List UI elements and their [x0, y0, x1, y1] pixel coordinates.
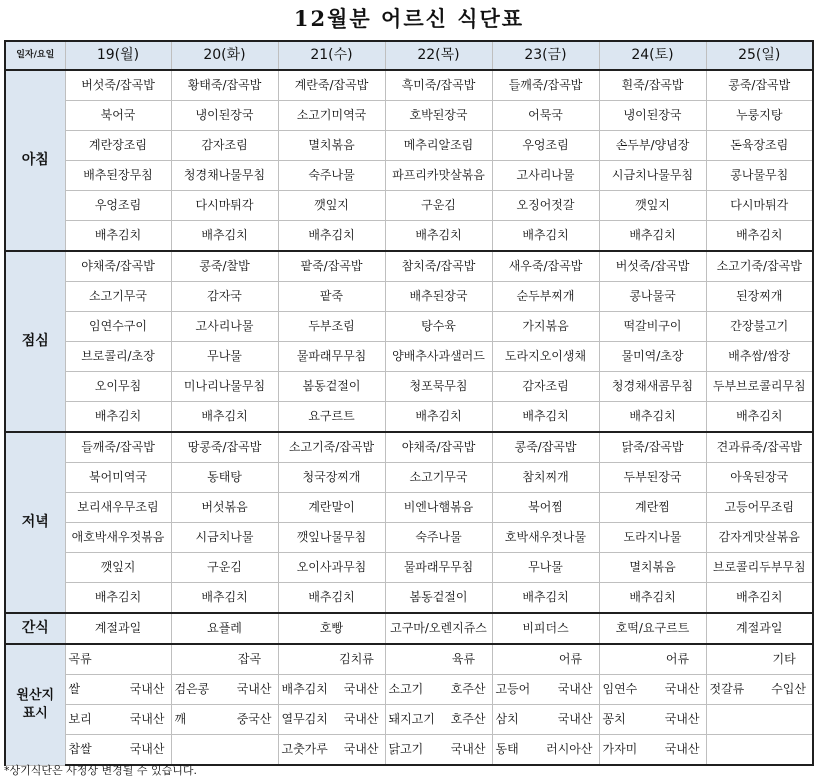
origin-cell [65, 705, 171, 735]
origin-category-right: 잡곡 [237, 652, 262, 666]
meal-row [5, 342, 813, 372]
menu-cell: 버섯죽/잡곡밥 [65, 70, 171, 101]
snack-cell: 호떡/요구르트 [599, 613, 706, 644]
origin-country: 국내산 [450, 742, 486, 756]
menu-cell: 무나물 [171, 342, 278, 372]
menu-cell: 고사리나물 [171, 312, 278, 342]
menu-cell: 배추김치 [599, 583, 706, 614]
menu-cell: 간장불고기 [706, 312, 813, 342]
menu-cell: 구운김 [385, 191, 492, 221]
menu-cell: 북어찜 [492, 493, 599, 523]
menu-cell: 냉이된장국 [599, 101, 706, 131]
menu-cell: 우엉조림 [65, 191, 171, 221]
menu-cell: 들깨죽/잡곡밥 [492, 70, 599, 101]
menu-cell: 두부조림 [278, 312, 385, 342]
meal-label: 점심 [5, 251, 65, 432]
origin-cell [278, 735, 385, 766]
menu-cell: 야채죽/잡곡밥 [65, 251, 171, 282]
menu-cell: 브로콜리/초장 [65, 342, 171, 372]
menu-cell: 브로콜리두부무침 [706, 553, 813, 583]
snack-cell: 호빵 [278, 613, 385, 644]
menu-cell: 요구르트 [278, 402, 385, 433]
menu-cell: 우엉조림 [492, 131, 599, 161]
menu-cell: 참치찌개 [492, 463, 599, 493]
origin-category-right: 기타 [772, 652, 796, 666]
meal-row [5, 221, 813, 252]
menu-cell: 아욱된장국 [706, 463, 813, 493]
origin-ingredient: 찹쌀 [68, 742, 92, 756]
menu-cell: 들깨죽/잡곡밥 [65, 432, 171, 463]
origin-row [5, 705, 813, 735]
menu-cell: 메추리알조림 [385, 131, 492, 161]
meal-row [5, 583, 813, 614]
menu-cell: 배추김치 [706, 402, 813, 433]
meal-row [5, 101, 813, 131]
origin-cell [706, 675, 813, 705]
corner-label: 일자/요일 [5, 41, 65, 70]
menu-cell: 다시마튀각 [706, 191, 813, 221]
origin-country: 국내산 [557, 682, 593, 696]
origin-cell [278, 675, 385, 705]
snack-cell: 고구마/오렌지쥬스 [385, 613, 492, 644]
origin-ingredient: 깨 [174, 712, 187, 726]
origin-ingredient: 닭고기 [388, 742, 424, 756]
origin-cell [65, 735, 171, 766]
menu-cell: 보리새우무조림 [65, 493, 171, 523]
menu-cell: 배추김치 [492, 221, 599, 252]
menu-cell: 감자조림 [492, 372, 599, 402]
meal-label: 아침 [5, 70, 65, 251]
menu-cell: 계란찜 [599, 493, 706, 523]
menu-cell: 배추김치 [171, 402, 278, 433]
origin-country: 국내산 [129, 742, 165, 756]
origin-country: 국내산 [557, 712, 593, 726]
snack-row [5, 613, 813, 644]
meal-row [5, 312, 813, 342]
menu-cell: 청포묵무침 [385, 372, 492, 402]
origin-cell [385, 675, 492, 705]
origin-cell [65, 675, 171, 705]
origin-ingredient: 삼치 [495, 712, 519, 726]
menu-cell: 멸치볶음 [278, 131, 385, 161]
menu-cell: 버섯죽/잡곡밥 [599, 251, 706, 282]
origin-category-left [496, 645, 546, 674]
menu-cell: 배추김치 [385, 221, 492, 252]
menu-cell: 다시마튀각 [171, 191, 278, 221]
origin-category-left [389, 645, 439, 674]
menu-cell: 소고기죽/잡곡밥 [278, 432, 385, 463]
origin-cell [385, 705, 492, 735]
origin-category-cell [65, 644, 171, 675]
menu-cell: 흑미죽/잡곡밥 [385, 70, 492, 101]
menu-cell: 버섯볶음 [171, 493, 278, 523]
origin-category-cell [599, 644, 706, 675]
menu-cell: 물파래무무침 [278, 342, 385, 372]
origin-ingredient: 검은콩 [174, 682, 210, 696]
footnote: *상기식단은 사정상 변경될 수 있습니다. [4, 764, 197, 777]
origin-ingredient: 배추김치 [281, 682, 328, 696]
menu-cell: 청국장찌개 [278, 463, 385, 493]
origin-row [5, 735, 813, 766]
menu-cell: 배추된장국 [385, 282, 492, 312]
origin-ingredient: 쌀 [68, 682, 81, 696]
menu-cell: 숙주나물 [278, 161, 385, 191]
menu-cell: 호박된장국 [385, 101, 492, 131]
header-row [5, 41, 813, 70]
menu-cell: 견과류죽/잡곡밥 [706, 432, 813, 463]
day-header: 24(토) [599, 41, 706, 70]
day-header: 23(금) [492, 41, 599, 70]
origin-country: 호주산 [450, 712, 486, 726]
origin-cell [492, 705, 599, 735]
menu-cell: 배추김치 [65, 402, 171, 433]
menu-cell: 콩죽/찰밥 [171, 251, 278, 282]
origin-cell [385, 735, 492, 766]
menu-cell: 돈육장조림 [706, 131, 813, 161]
snack-cell: 계절과일 [706, 613, 813, 644]
menu-cell: 깻잎지 [599, 191, 706, 221]
menu-cell: 어묵국 [492, 101, 599, 131]
menu-cell: 오징어젓갈 [492, 191, 599, 221]
meal-row [5, 523, 813, 553]
origin-ingredient: 보리 [68, 712, 92, 726]
menu-cell: 고등어무조림 [706, 493, 813, 523]
origin-category-cell [171, 644, 278, 675]
meal-row [5, 131, 813, 161]
page-title: 12월분 어르신 식단표 [293, 6, 525, 31]
menu-cell: 임연수구이 [65, 312, 171, 342]
origin-row [5, 675, 813, 705]
menu-cell: 깻잎지 [278, 191, 385, 221]
menu-cell: 참치죽/잡곡밥 [385, 251, 492, 282]
menu-cell: 소고기죽/잡곡밥 [706, 251, 813, 282]
meal-row [5, 161, 813, 191]
menu-cell: 고사리나물 [492, 161, 599, 191]
origin-cell [599, 675, 706, 705]
menu-cell: 북어미역국 [65, 463, 171, 493]
origin-cell [171, 675, 278, 705]
menu-cell: 팥죽/잡곡밥 [278, 251, 385, 282]
menu-cell: 감자게맛살볶음 [706, 523, 813, 553]
menu-cell: 도라지오이생채 [492, 342, 599, 372]
origin-ingredient: 동태 [495, 742, 519, 756]
menu-cell: 비엔나햄볶음 [385, 493, 492, 523]
meal-row [5, 553, 813, 583]
snack-cell: 요플레 [171, 613, 278, 644]
menu-cell: 구운김 [171, 553, 278, 583]
menu-cell: 배추김치 [706, 221, 813, 252]
origin-ingredient: 가자미 [602, 742, 638, 756]
menu-cell: 새우죽/잡곡밥 [492, 251, 599, 282]
menu-cell: 오이무침 [65, 372, 171, 402]
menu-cell: 소고기무국 [65, 282, 171, 312]
menu-cell: 도라지나물 [599, 523, 706, 553]
menu-cell: 배추쌈/쌈장 [706, 342, 813, 372]
menu-cell: 계란죽/잡곡밥 [278, 70, 385, 101]
menu-cell: 깻잎나물무침 [278, 523, 385, 553]
origin-ingredient: 소고기 [388, 682, 424, 696]
menu-cell: 콩죽/잡곡밥 [706, 70, 813, 101]
menu-cell: 손두부/양념장 [599, 131, 706, 161]
menu-cell: 무나물 [492, 553, 599, 583]
origin-category-right [118, 645, 168, 674]
menu-cell: 배추김치 [706, 583, 813, 614]
menu-cell: 배추김치 [171, 583, 278, 614]
menu-cell: 배추된장무침 [65, 161, 171, 191]
origin-label-line1: 원산지 [16, 687, 55, 703]
menu-cell: 청경채나물무침 [171, 161, 278, 191]
snack-cell: 비피더스 [492, 613, 599, 644]
menu-cell: 두부된장국 [599, 463, 706, 493]
menu-cell: 흰죽/잡곡밥 [599, 70, 706, 101]
menu-cell: 파프리카맛살볶음 [385, 161, 492, 191]
menu-cell: 된장찌개 [706, 282, 813, 312]
menu-cell: 팥죽 [278, 282, 385, 312]
origin-ingredient: 젓갈류 [709, 682, 745, 696]
menu-cell: 양배추사과샐러드 [385, 342, 492, 372]
menu-cell: 배추김치 [385, 402, 492, 433]
origin-category-cell [385, 644, 492, 675]
origin-country: 국내산 [664, 682, 700, 696]
menu-cell: 순두부찌개 [492, 282, 599, 312]
origin-cell [599, 705, 706, 735]
origin-cell [171, 705, 278, 735]
origin-label [5, 644, 65, 765]
origin-country: 호주산 [450, 682, 486, 696]
origin-ingredient: 열무김치 [281, 712, 328, 726]
meal-row [5, 463, 813, 493]
menu-cell: 배추김치 [278, 583, 385, 614]
menu-cell: 배추김치 [599, 402, 706, 433]
origin-category-right: 김치류 [339, 652, 374, 666]
menu-cell: 봄동겉절이 [385, 583, 492, 614]
menu-cell: 콩나물무침 [706, 161, 813, 191]
snack-label: 간식 [5, 613, 65, 644]
origin-cell [492, 735, 599, 766]
menu-cell: 호박새우젓나물 [492, 523, 599, 553]
menu-cell: 미나리나물무침 [171, 372, 278, 402]
menu-cell: 배추김치 [171, 221, 278, 252]
origin-country: 국내산 [236, 682, 272, 696]
meal-label: 저녁 [5, 432, 65, 613]
day-header: 22(목) [385, 41, 492, 70]
menu-cell: 멸치볶음 [599, 553, 706, 583]
meal-row [5, 70, 813, 101]
menu-cell: 냉이된장국 [171, 101, 278, 131]
day-header: 19(월) [65, 41, 171, 70]
origin-country: 국내산 [343, 742, 379, 756]
menu-cell: 오이사과무침 [278, 553, 385, 583]
origin-ingredient: 고등어 [495, 682, 531, 696]
origin-category-left [175, 645, 225, 674]
meal-row [5, 372, 813, 402]
menu-cell: 시금치나물 [171, 523, 278, 553]
origin-cell [171, 735, 278, 766]
menu-cell: 감자국 [171, 282, 278, 312]
menu-cell: 배추김치 [492, 402, 599, 433]
menu-cell: 동태탕 [171, 463, 278, 493]
origin-ingredient: 꽁치 [602, 712, 626, 726]
menu-table [4, 40, 814, 766]
meal-row [5, 282, 813, 312]
origin-cell [492, 675, 599, 705]
origin-cell [706, 705, 813, 735]
origin-category-right: 어류 [558, 652, 583, 666]
menu-cell: 청경채새콤무침 [599, 372, 706, 402]
menu-cell: 시금치나물무침 [599, 161, 706, 191]
menu-cell: 깻잎지 [65, 553, 171, 583]
menu-cell: 배추김치 [278, 221, 385, 252]
menu-cell: 두부브로콜리무침 [706, 372, 813, 402]
origin-cell [278, 705, 385, 735]
menu-cell: 봄동겉절이 [278, 372, 385, 402]
menu-cell: 소고기미역국 [278, 101, 385, 131]
menu-cell: 황태죽/잡곡밥 [171, 70, 278, 101]
menu-cell: 탕수육 [385, 312, 492, 342]
snack-cell: 계절과일 [65, 613, 171, 644]
origin-category-right: 어류 [665, 652, 690, 666]
menu-cell: 배추김치 [65, 583, 171, 614]
menu-cell: 계란말이 [278, 493, 385, 523]
menu-cell: 배추김치 [65, 221, 171, 252]
origin-cell [706, 735, 813, 766]
origin-category-cell [706, 644, 813, 675]
origin-ingredient: 돼지고기 [388, 712, 435, 726]
menu-cell: 물파래무무침 [385, 553, 492, 583]
menu-cell: 배추김치 [599, 221, 706, 252]
origin-country: 국내산 [664, 742, 700, 756]
menu-cell: 소고기무국 [385, 463, 492, 493]
meal-row [5, 493, 813, 523]
menu-cell: 계란장조림 [65, 131, 171, 161]
origin-category-right: 육류 [451, 652, 476, 666]
menu-cell: 배추김치 [492, 583, 599, 614]
menu-cell: 콩나물국 [599, 282, 706, 312]
origin-ingredient: 고춧가루 [281, 742, 328, 756]
origin-country: 중국산 [236, 712, 272, 726]
origin-category-left [710, 645, 760, 674]
origin-category-cell [492, 644, 599, 675]
meal-row [5, 251, 813, 282]
menu-cell: 누룽지탕 [706, 101, 813, 131]
meal-row [5, 402, 813, 433]
menu-cell: 야채죽/잡곡밥 [385, 432, 492, 463]
menu-cell: 콩죽/잡곡밥 [492, 432, 599, 463]
day-header: 25(일) [706, 41, 813, 70]
origin-label-line2: 표시 [22, 705, 48, 721]
menu-cell: 땅콩죽/잡곡밥 [171, 432, 278, 463]
origin-category-left [603, 645, 653, 674]
origin-country: 국내산 [343, 682, 379, 696]
menu-cell: 애호박새우젓볶음 [65, 523, 171, 553]
origin-ingredient: 임연수 [602, 682, 638, 696]
day-header: 21(수) [278, 41, 385, 70]
origin-category-left: 곡류 [68, 652, 92, 666]
origin-cell [599, 735, 706, 766]
origin-country: 러시아산 [546, 742, 593, 756]
origin-country: 국내산 [129, 712, 165, 726]
meal-row [5, 191, 813, 221]
menu-cell: 북어국 [65, 101, 171, 131]
origin-category-left [282, 645, 332, 674]
menu-cell: 숙주나물 [385, 523, 492, 553]
meal-row [5, 432, 813, 463]
origin-country: 국내산 [343, 712, 379, 726]
day-header: 20(화) [171, 41, 278, 70]
origin-country: 수입산 [771, 682, 806, 696]
menu-cell: 닭죽/잡곡밥 [599, 432, 706, 463]
menu-cell: 가지볶음 [492, 312, 599, 342]
menu-cell: 떡갈비구이 [599, 312, 706, 342]
origin-category-cell [278, 644, 385, 675]
origin-country: 국내산 [664, 712, 700, 726]
menu-cell: 감자조림 [171, 131, 278, 161]
origin-country: 국내산 [129, 682, 165, 696]
origin-category-row [5, 644, 813, 675]
menu-cell: 물미역/초장 [599, 342, 706, 372]
